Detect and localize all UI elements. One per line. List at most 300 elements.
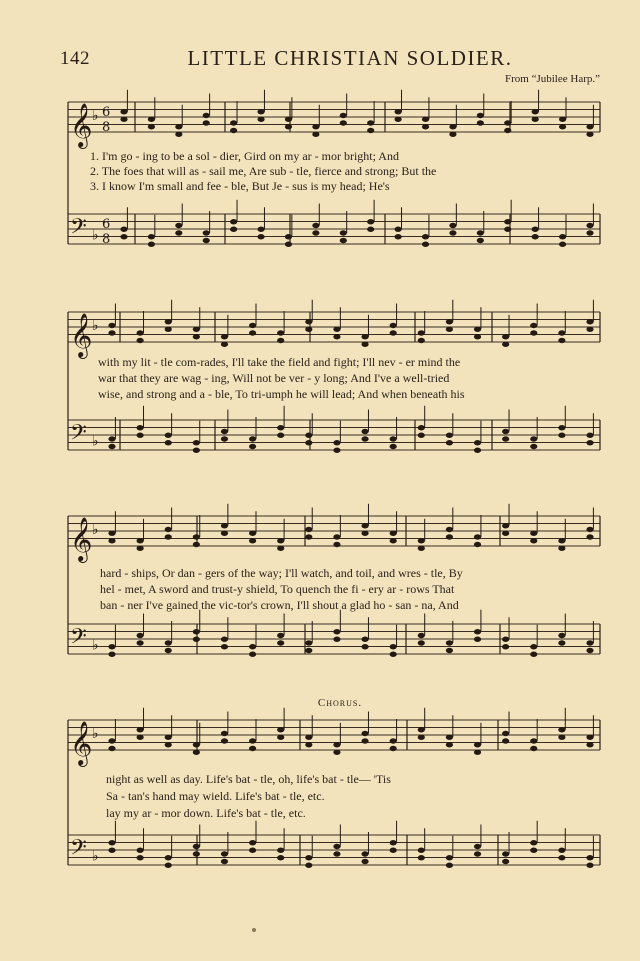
note-head xyxy=(340,230,347,235)
lyric-line-s3-v2: hel - met, A sword and trust-y shield, To quench the fi - ery ar - rows That xyxy=(100,582,455,596)
bass-clef: 𝄢 xyxy=(70,835,87,866)
note-head xyxy=(108,323,115,328)
note-head xyxy=(422,124,429,129)
note-head xyxy=(137,330,144,335)
treble-clef: 𝄞 xyxy=(70,103,93,147)
note-head xyxy=(277,848,284,853)
page-smudge xyxy=(252,928,256,932)
note-head xyxy=(530,538,537,543)
note-head xyxy=(532,117,539,122)
note-head xyxy=(446,440,453,445)
note-head xyxy=(477,113,484,118)
note-head xyxy=(532,109,539,114)
note-head xyxy=(502,637,509,642)
note-head xyxy=(558,433,565,438)
note-head xyxy=(418,727,425,732)
note-head xyxy=(108,436,115,441)
note-head xyxy=(395,117,402,122)
note-head xyxy=(395,109,402,114)
note-head xyxy=(474,440,481,445)
note-head xyxy=(502,851,509,856)
note-head xyxy=(333,534,340,539)
note-head xyxy=(558,633,565,638)
note-head xyxy=(558,338,565,343)
time-signature-6: 6 xyxy=(102,105,111,120)
note-head xyxy=(446,742,453,747)
note-head xyxy=(390,538,397,543)
lyric-line-s3-v1: hard - ships, Or dan - gers of the way; I'll watch, and toil, and wres - tle, By xyxy=(100,566,463,580)
note-head xyxy=(390,738,397,743)
note-head xyxy=(137,633,144,638)
note-head xyxy=(193,534,200,539)
note-head xyxy=(333,448,340,453)
lyric-line-s4-v1: night as well as day. Life's bat - tle, oh, life's bat - tle— 'Tis xyxy=(106,772,391,786)
note-head xyxy=(137,338,144,343)
note-head xyxy=(558,735,565,740)
note-head xyxy=(474,750,481,755)
note-head xyxy=(333,542,340,547)
note-head xyxy=(502,436,509,441)
note-head xyxy=(586,132,593,137)
note-head xyxy=(165,735,172,740)
note-head xyxy=(137,425,144,430)
note-head xyxy=(530,840,537,845)
note-head xyxy=(333,440,340,445)
note-head xyxy=(305,433,312,438)
note-head xyxy=(361,436,368,441)
note-head xyxy=(221,436,228,441)
note-head xyxy=(502,731,509,736)
flat-key-signature: ♭ xyxy=(92,637,99,654)
note-head xyxy=(333,851,340,856)
note-head xyxy=(203,120,210,125)
note-head xyxy=(422,242,429,247)
lyric-line-s4-v2: Sa - tan's hand may wield. Life's bat - tle, etc. xyxy=(106,789,325,803)
note-head xyxy=(361,859,368,864)
flat-key-signature: ♭ xyxy=(92,318,99,334)
note-head xyxy=(193,742,200,747)
note-head xyxy=(249,330,256,335)
note-head xyxy=(137,727,144,732)
note-head xyxy=(530,444,537,449)
flat-key-signature: ♭ xyxy=(92,522,99,538)
note-head xyxy=(193,542,200,547)
note-head xyxy=(221,342,228,347)
note-head xyxy=(277,425,284,430)
bass-clef: 𝄢 xyxy=(70,420,87,451)
note-head xyxy=(333,629,340,634)
note-head xyxy=(474,637,481,642)
note-head xyxy=(474,327,481,332)
note-head xyxy=(418,735,425,740)
note-head xyxy=(108,746,115,751)
note-head xyxy=(285,124,292,129)
note-head xyxy=(203,238,210,243)
note-head xyxy=(502,859,509,864)
note-head xyxy=(108,531,115,536)
note-head xyxy=(390,436,397,441)
note-head xyxy=(193,750,200,755)
note-head xyxy=(367,227,374,232)
note-head xyxy=(361,334,368,339)
note-head xyxy=(305,327,312,332)
lyric-line-s2-v3: wise, and strong and a - ble, To tri-umph he will lead; And when beneath his xyxy=(98,387,465,401)
note-head xyxy=(418,338,425,343)
note-head xyxy=(221,429,228,434)
note-head xyxy=(422,117,429,122)
note-head xyxy=(249,323,256,328)
lyric-line-s1-v3: 3. I know I'm small and fee - ble, But Je - sus is my head; He's xyxy=(90,179,390,193)
note-head xyxy=(249,652,256,657)
note-head xyxy=(586,433,593,438)
note-head xyxy=(530,330,537,335)
note-head xyxy=(148,234,155,239)
note-head xyxy=(221,531,228,536)
note-head xyxy=(277,735,284,740)
note-head xyxy=(502,738,509,743)
note-head xyxy=(502,531,509,536)
note-head xyxy=(530,848,537,853)
note-head xyxy=(108,644,115,649)
note-head xyxy=(175,132,182,137)
note-head xyxy=(367,120,374,125)
treble-clef: 𝄞 xyxy=(70,313,93,357)
flat-key-signature: ♭ xyxy=(92,726,99,742)
note-head xyxy=(257,117,264,122)
note-head xyxy=(165,327,172,332)
lyric-line-s3-v3: ban - ner I've gained the vic-tor's crown, I'll shout a glad ho - san - na, And xyxy=(100,598,459,612)
time-signature-8: 8 xyxy=(102,232,111,247)
note-head xyxy=(446,327,453,332)
note-head xyxy=(504,219,511,224)
lyric-line-s2-v2: war that they are wag - ing, Will not be ver - y long; And I've a well-tried xyxy=(98,371,450,385)
note-head xyxy=(221,738,228,743)
note-head xyxy=(165,534,172,539)
note-head xyxy=(449,132,456,137)
note-head xyxy=(586,742,593,747)
note-head xyxy=(474,334,481,339)
note-head xyxy=(277,633,284,638)
note-head xyxy=(305,742,312,747)
note-head xyxy=(558,848,565,853)
note-head xyxy=(446,648,453,653)
note-head xyxy=(221,731,228,736)
note-head xyxy=(165,640,172,645)
note-head xyxy=(221,851,228,856)
note-head xyxy=(193,440,200,445)
note-head xyxy=(108,538,115,543)
note-head xyxy=(474,742,481,747)
note-head xyxy=(558,330,565,335)
note-head xyxy=(277,338,284,343)
note-head xyxy=(285,242,292,247)
lyric-line-s1-v1: 1. I'm go - ing to be a sol - dier, Gird on my ar - mor bright; And xyxy=(90,149,399,163)
note-head xyxy=(193,448,200,453)
note-head xyxy=(175,124,182,129)
treble-clef: 𝄞 xyxy=(70,721,93,765)
note-head xyxy=(221,523,228,528)
note-head xyxy=(586,640,593,645)
note-head xyxy=(586,230,593,235)
note-head xyxy=(148,242,155,247)
note-head xyxy=(312,124,319,129)
note-head xyxy=(249,644,256,649)
note-head xyxy=(120,234,127,239)
bass-clef: 𝄢 xyxy=(70,624,87,655)
note-head xyxy=(305,735,312,740)
note-head xyxy=(361,637,368,642)
note-head xyxy=(361,738,368,743)
flat-key-signature: ♭ xyxy=(92,848,99,865)
note-head xyxy=(137,735,144,740)
note-head xyxy=(418,640,425,645)
bass-clef: 𝄢 xyxy=(70,214,87,245)
note-head xyxy=(390,531,397,536)
note-head xyxy=(390,746,397,751)
note-head xyxy=(203,113,210,118)
note-head xyxy=(312,230,319,235)
note-head xyxy=(305,534,312,539)
note-head xyxy=(446,319,453,324)
note-head xyxy=(120,227,127,232)
note-head xyxy=(305,440,312,445)
note-head xyxy=(108,444,115,449)
note-head xyxy=(221,334,228,339)
note-head xyxy=(108,652,115,657)
note-head xyxy=(586,527,593,532)
note-head xyxy=(504,120,511,125)
note-head xyxy=(586,735,593,740)
note-head xyxy=(333,750,340,755)
note-head xyxy=(333,742,340,747)
note-head xyxy=(449,223,456,228)
note-head xyxy=(120,117,127,122)
note-head xyxy=(193,629,200,634)
note-head xyxy=(165,319,172,324)
note-head xyxy=(305,648,312,653)
note-head xyxy=(559,242,566,247)
note-head xyxy=(558,538,565,543)
note-head xyxy=(277,855,284,860)
note-head xyxy=(193,334,200,339)
note-head xyxy=(249,848,256,853)
note-head xyxy=(361,429,368,434)
note-head xyxy=(390,848,397,853)
note-head xyxy=(418,633,425,638)
note-head xyxy=(230,219,237,224)
note-head xyxy=(137,640,144,645)
note-head xyxy=(418,538,425,543)
source-attribution: From “Jubilee Harp.” xyxy=(505,73,600,85)
note-head xyxy=(586,440,593,445)
note-head xyxy=(249,436,256,441)
note-head xyxy=(586,319,593,324)
note-head xyxy=(277,433,284,438)
note-head xyxy=(249,531,256,536)
note-head xyxy=(559,124,566,129)
note-head xyxy=(249,538,256,543)
note-head xyxy=(446,534,453,539)
note-head xyxy=(165,527,172,532)
flat-key-signature: ♭ xyxy=(92,433,99,450)
note-head xyxy=(249,444,256,449)
note-head xyxy=(477,120,484,125)
note-head xyxy=(137,538,144,543)
note-head xyxy=(175,230,182,235)
note-head xyxy=(418,433,425,438)
note-head xyxy=(504,227,511,232)
page-number: 142 xyxy=(60,48,90,69)
note-head xyxy=(502,342,509,347)
note-head xyxy=(530,531,537,536)
note-head xyxy=(137,546,144,551)
note-head xyxy=(361,523,368,528)
flat-key-signature: ♭ xyxy=(92,227,99,244)
note-head xyxy=(558,855,565,860)
note-head xyxy=(277,330,284,335)
note-head xyxy=(558,640,565,645)
note-head xyxy=(333,334,340,339)
note-head xyxy=(108,840,115,845)
note-head xyxy=(305,863,312,868)
note-head xyxy=(221,644,228,649)
note-head xyxy=(558,425,565,430)
note-head xyxy=(340,120,347,125)
note-head xyxy=(193,327,200,332)
note-head xyxy=(333,327,340,332)
note-head xyxy=(361,644,368,649)
note-head xyxy=(446,863,453,868)
note-head xyxy=(390,652,397,657)
note-head xyxy=(558,546,565,551)
note-head xyxy=(221,859,228,864)
note-head xyxy=(446,855,453,860)
note-head xyxy=(277,640,284,645)
note-head xyxy=(390,644,397,649)
note-head xyxy=(477,238,484,243)
note-head xyxy=(504,128,511,133)
note-head xyxy=(361,531,368,536)
note-head xyxy=(165,855,172,860)
note-head xyxy=(418,855,425,860)
note-head xyxy=(340,113,347,118)
lyric-line-s4-v3: lay my ar - mor down. Life's bat - tle, etc. xyxy=(106,806,306,820)
note-head xyxy=(474,629,481,634)
note-head xyxy=(418,848,425,853)
note-head xyxy=(305,855,312,860)
note-head xyxy=(257,227,264,232)
note-head xyxy=(449,230,456,235)
note-head xyxy=(361,342,368,347)
note-head xyxy=(530,652,537,657)
note-head xyxy=(148,117,155,122)
note-head xyxy=(395,227,402,232)
note-head xyxy=(532,234,539,239)
note-head xyxy=(586,855,593,860)
note-head xyxy=(586,223,593,228)
note-head xyxy=(312,223,319,228)
note-head xyxy=(285,117,292,122)
note-head xyxy=(361,731,368,736)
flat-key-signature: ♭ xyxy=(92,108,99,124)
note-head xyxy=(502,429,509,434)
time-signature-8: 8 xyxy=(102,120,111,135)
note-head xyxy=(530,738,537,743)
note-head xyxy=(175,223,182,228)
note-head xyxy=(530,436,537,441)
note-head xyxy=(502,523,509,528)
note-head xyxy=(249,840,256,845)
note-head xyxy=(257,109,264,114)
note-head xyxy=(333,637,340,642)
note-head xyxy=(474,534,481,539)
note-head xyxy=(137,855,144,860)
note-head xyxy=(390,444,397,449)
note-head xyxy=(249,746,256,751)
note-head xyxy=(333,844,340,849)
lyric-line-s1-v2: 2. The foes that will as - sail me, Are sub - tle, fierce and strong; But the xyxy=(90,164,437,178)
note-head xyxy=(474,448,481,453)
note-head xyxy=(367,128,374,133)
note-head xyxy=(277,538,284,543)
note-head xyxy=(165,440,172,445)
note-head xyxy=(422,234,429,239)
note-head xyxy=(203,230,210,235)
note-head xyxy=(395,234,402,239)
note-head xyxy=(108,848,115,853)
note-head xyxy=(559,117,566,122)
note-head xyxy=(305,640,312,645)
note-head xyxy=(277,546,284,551)
note-head xyxy=(165,742,172,747)
note-head xyxy=(418,330,425,335)
note-head xyxy=(390,840,397,845)
note-head xyxy=(530,644,537,649)
note-head xyxy=(477,230,484,235)
note-head xyxy=(586,534,593,539)
note-head xyxy=(367,219,374,224)
note-head xyxy=(446,640,453,645)
note-head xyxy=(108,738,115,743)
note-head xyxy=(361,851,368,856)
lyric-line-s2-v1: with my lit - tle com-rades, I'll take the field and fight; I'll nev - er mind the xyxy=(98,355,461,369)
note-head xyxy=(305,527,312,532)
note-head xyxy=(390,330,397,335)
note-head xyxy=(165,648,172,653)
note-head xyxy=(418,425,425,430)
note-head xyxy=(446,433,453,438)
note-head xyxy=(257,234,264,239)
note-head xyxy=(193,851,200,856)
hymn-title: LITTLE CHRISTIAN SOLDIER. xyxy=(187,46,513,70)
note-head xyxy=(530,323,537,328)
note-head xyxy=(230,128,237,133)
note-head xyxy=(193,844,200,849)
note-head xyxy=(120,109,127,114)
note-head xyxy=(474,851,481,856)
note-head xyxy=(285,234,292,239)
note-head xyxy=(586,327,593,332)
note-head xyxy=(559,234,566,239)
note-head xyxy=(193,637,200,642)
note-head xyxy=(446,527,453,532)
time-signature-6: 6 xyxy=(102,217,111,232)
note-head xyxy=(137,433,144,438)
note-head xyxy=(230,120,237,125)
note-head xyxy=(148,124,155,129)
note-head xyxy=(446,735,453,740)
note-head xyxy=(340,238,347,243)
